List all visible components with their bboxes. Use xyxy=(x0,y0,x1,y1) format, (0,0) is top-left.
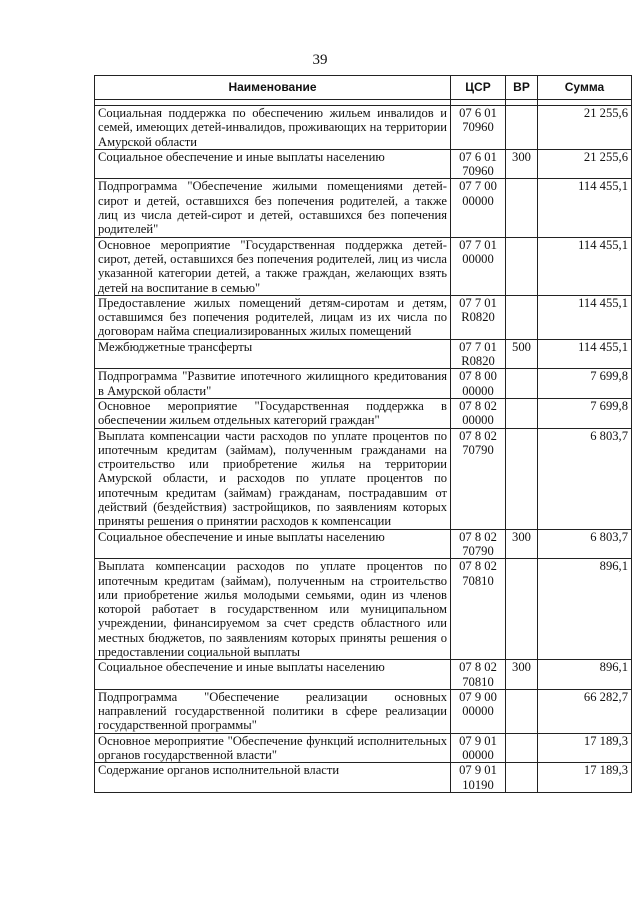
header-name: Наименование xyxy=(95,76,451,100)
csr-code-prefix: 07 7 01 xyxy=(459,295,497,310)
cell-sum: 7 699,8 xyxy=(538,369,632,399)
table-row xyxy=(95,339,632,369)
cell-name: Выплата компенсации расходов по уплате процентов по ипотечным кредитам (займам), полученным на строительство или приобретение жилья молодыми семьями, один из членов которой работает в государственном или муниципальном учреждении, финансируемом за счет средств областного или местных бюджетов, по заявлениям которых приняты решения о предоставлении социальной выплаты xyxy=(95,559,451,660)
cell-sum: 114 455,1 xyxy=(538,237,632,295)
cell-sum: 114 455,1 xyxy=(538,179,632,237)
table-row xyxy=(95,559,632,660)
cell-vr xyxy=(506,106,538,150)
cell-vr: 300 xyxy=(506,529,538,559)
cell-vr xyxy=(506,369,538,399)
csr-code-prefix: 07 8 02 xyxy=(459,398,497,413)
cell-sum: 21 255,6 xyxy=(538,149,632,179)
cell-csr xyxy=(451,763,506,793)
cell-vr xyxy=(506,733,538,763)
cell-name: Подпрограмма "Обеспечение жилыми помещениями детей-сирот и детей, оставшихся без попечения родителей, а также лиц из числа детей-сирот и детей, оставшихся без попечения родителей" xyxy=(95,179,451,237)
csr-code-suffix: 00000 xyxy=(462,704,494,719)
cell-sum: 17 189,3 xyxy=(538,733,632,763)
cell-csr xyxy=(451,559,506,660)
cell-name: Социальное обеспечение и иные выплаты населению xyxy=(95,529,451,559)
cell-csr xyxy=(451,733,506,763)
csr-code-suffix: R0820 xyxy=(461,310,495,325)
cell-csr xyxy=(451,660,506,690)
csr-code-suffix: 00000 xyxy=(462,383,494,398)
table-row xyxy=(95,237,632,295)
csr-code-suffix: 70960 xyxy=(462,164,494,179)
cell-vr xyxy=(506,237,538,295)
cell-sum: 114 455,1 xyxy=(538,339,632,369)
cell-csr xyxy=(451,295,506,339)
csr-code-prefix: 07 6 01 xyxy=(459,149,497,164)
cell-sum: 7 699,8 xyxy=(538,398,632,428)
csr-code-suffix: 00000 xyxy=(462,413,494,428)
cell-csr xyxy=(451,179,506,237)
cell-csr xyxy=(451,428,506,529)
cell-csr xyxy=(451,339,506,369)
cell-vr: 300 xyxy=(506,149,538,179)
cell-vr xyxy=(506,689,538,733)
cell-name: Основное мероприятие "Обеспечение функций исполнительных органов государственной власти" xyxy=(95,733,451,763)
csr-code-suffix: 70810 xyxy=(462,674,494,689)
page-number: 39 xyxy=(312,52,328,68)
cell-csr xyxy=(451,529,506,559)
csr-code-prefix: 07 8 00 xyxy=(459,369,497,384)
cell-vr xyxy=(506,398,538,428)
csr-code-prefix: 07 7 01 xyxy=(459,339,497,354)
csr-code-prefix: 07 8 02 xyxy=(459,529,497,544)
cell-vr xyxy=(506,179,538,237)
cell-csr xyxy=(451,237,506,295)
cell-name: Основное мероприятие "Государственная поддержка детей-сирот, детей, оставшихся без попечения родителей, лиц из числа указанной категории детей, а также граждан, желающих взять детей на воспитание в семью" xyxy=(95,237,451,295)
table-row xyxy=(95,763,632,793)
cell-vr xyxy=(506,559,538,660)
cell-vr: 500 xyxy=(506,339,538,369)
csr-code-prefix: 07 7 00 xyxy=(459,179,497,194)
cell-name: Социальная поддержка по обеспечению жильем инвалидов и семей, имеющих детей-инвалидов, проживающих на территории Амурской области xyxy=(95,106,451,150)
csr-code-prefix: 07 9 01 xyxy=(459,733,497,748)
cell-csr xyxy=(451,106,506,150)
table-row xyxy=(95,149,632,179)
cell-sum: 66 282,7 xyxy=(538,689,632,733)
table-row xyxy=(95,179,632,237)
cell-name: Социальное обеспечение и иные выплаты населению xyxy=(95,149,451,179)
table-row xyxy=(95,428,632,529)
csr-code-prefix: 07 8 02 xyxy=(459,660,497,675)
cell-sum: 6 803,7 xyxy=(538,428,632,529)
cell-sum: 6 803,7 xyxy=(538,529,632,559)
table-row xyxy=(95,660,632,690)
cell-sum: 17 189,3 xyxy=(538,763,632,793)
cell-csr xyxy=(451,369,506,399)
csr-code-suffix: 10190 xyxy=(462,777,494,792)
csr-code-prefix: 07 9 00 xyxy=(459,689,497,704)
cell-vr xyxy=(506,763,538,793)
cell-name: Содержание органов исполнительной власти xyxy=(95,763,451,793)
header-sum: Сумма xyxy=(538,76,632,100)
budget-table xyxy=(94,75,632,793)
cell-sum: 896,1 xyxy=(538,559,632,660)
csr-code-suffix: 70960 xyxy=(462,120,494,135)
cell-name: Подпрограмма "Развитие ипотечного жилищного кредитования в Амурской области" xyxy=(95,369,451,399)
cell-sum: 21 255,6 xyxy=(538,106,632,150)
cell-vr xyxy=(506,295,538,339)
csr-code-prefix: 07 8 02 xyxy=(459,428,497,443)
csr-code-prefix: 07 6 01 xyxy=(459,106,497,120)
header-vr: ВР xyxy=(506,76,538,100)
cell-name: Основное мероприятие "Государственная поддержка в обеспечении жильем отдельных категорий граждан" xyxy=(95,398,451,428)
csr-code-suffix: 00000 xyxy=(462,748,494,763)
header-csr: ЦСР xyxy=(451,76,506,100)
csr-code-suffix: 00000 xyxy=(462,251,494,266)
table-row xyxy=(95,106,632,150)
table-row xyxy=(95,733,632,763)
cell-name: Выплата компенсации части расходов по уплате процентов по ипотечным кредитам (займам), полученным гражданами на строительство или приобретение жилья на территории Амурской области, и расходов по уплате процентов по ипотечным кредитам (займам) гражданам, пострадавшим от действий (бездействия) застройщиков, по заявлениям которых приняты решения о принятии расходов к компенсации xyxy=(95,428,451,529)
cell-csr xyxy=(451,149,506,179)
table-row xyxy=(95,369,632,399)
csr-code-suffix: 70810 xyxy=(462,573,494,588)
csr-code-prefix: 07 9 01 xyxy=(459,763,497,778)
csr-code-suffix: 00000 xyxy=(462,193,494,208)
csr-code-suffix: 70790 xyxy=(462,543,494,558)
csr-code-suffix: R0820 xyxy=(461,354,495,369)
table-row xyxy=(95,529,632,559)
table-header-row xyxy=(95,76,632,100)
cell-vr xyxy=(506,428,538,529)
csr-code-prefix: 07 8 02 xyxy=(459,559,497,574)
cell-name: Подпрограмма "Обеспечение реализации основных направлений государственной политики в сфере реализации государственной программы" xyxy=(95,689,451,733)
table-body xyxy=(95,100,632,793)
cell-vr: 300 xyxy=(506,660,538,690)
csr-code-suffix: 70790 xyxy=(462,442,494,457)
cell-sum: 896,1 xyxy=(538,660,632,690)
csr-code-prefix: 07 7 01 xyxy=(459,237,497,252)
cell-csr xyxy=(451,398,506,428)
cell-name: Межбюджетные трансферты xyxy=(95,339,451,369)
table-row xyxy=(95,398,632,428)
cell-csr xyxy=(451,689,506,733)
table-row xyxy=(95,295,632,339)
cell-name: Предоставление жилых помещений детям-сиротам и детям, оставшимся без попечения родителей, лицам из их числа по договорам найма специализированных жилых помещений xyxy=(95,295,451,339)
table-row xyxy=(95,689,632,733)
cell-name: Социальное обеспечение и иные выплаты населению xyxy=(95,660,451,690)
cell-sum: 114 455,1 xyxy=(538,295,632,339)
